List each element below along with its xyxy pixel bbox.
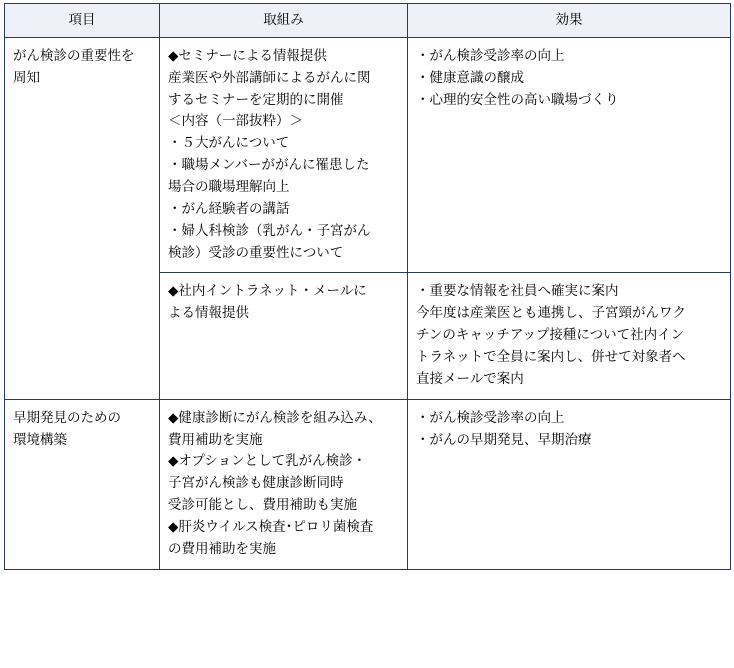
action-line: 子宮がん検診も健康診断同時 — [168, 475, 344, 491]
table-header — [5, 4, 731, 38]
effect-line: ・がん検診受診率の向上 — [416, 47, 565, 63]
action-cell-screening — [160, 399, 408, 569]
action-line: よる情報提供 — [168, 305, 249, 321]
action-line: ◆セミナーによる情報提供 — [168, 47, 327, 63]
item-line: がん検診の重要性を — [13, 47, 135, 63]
action-line: 検診）受診の重要性について — [168, 244, 344, 260]
effect-line: ・心理的安全性の高い職場づくり — [416, 91, 619, 107]
action-line: 受診可能とし、費用補助も実施 — [168, 497, 357, 513]
action-line: ◆健康診断にがん検診を組み込み、 — [168, 409, 382, 425]
action-line: ・婦人科検診（乳がん・子宮がん — [168, 222, 371, 238]
item-text-list — [13, 45, 151, 89]
action-line: ◆オプションとして乳がん検診・ — [168, 453, 367, 469]
action-line: ◆肝炎ウイルス検査･ピロリ菌検査 — [168, 519, 374, 535]
effect-text-list — [416, 280, 722, 389]
table-body — [5, 37, 731, 569]
item-line: 早期発見のための — [13, 409, 121, 425]
effect-text-list — [416, 407, 722, 451]
effect-line: チンのキャッチアップ接種について社内イン — [416, 327, 685, 343]
action-line: の費用補助を実施 — [168, 540, 276, 556]
table-header-row — [5, 4, 731, 38]
item-line: 周知 — [13, 69, 40, 85]
effect-line: ・健康意識の醸成 — [416, 69, 524, 85]
effect-cell-intranet — [408, 273, 731, 399]
action-line: 産業医や外部講師によるがんに関 — [168, 69, 371, 85]
effect-cell-screening — [408, 399, 731, 569]
action-line: ・がん経験者の講話 — [168, 200, 290, 216]
action-line: するセミナーを定期的に開催 — [168, 91, 344, 107]
effect-line: ・がん検診受診率の向上 — [416, 409, 565, 425]
action-line: ・職場メンバーががんに罹患した — [168, 157, 370, 173]
action-line: ・５大がんについて — [168, 135, 290, 151]
effect-line: ・がんの早期発見、早期治療 — [416, 431, 592, 447]
action-text-list — [168, 407, 399, 560]
action-text-list — [168, 280, 399, 324]
column-header-item: 項目 — [5, 4, 160, 38]
effect-text-list — [416, 45, 722, 111]
column-header-action: 取組み — [160, 4, 408, 38]
table-row — [5, 399, 731, 569]
action-cell-seminar — [160, 37, 408, 273]
effect-cell-seminar — [408, 37, 731, 273]
effect-line: ・重要な情報を社員へ確実に案内 — [416, 283, 619, 299]
measures-table — [4, 3, 731, 570]
row-item-awareness — [5, 37, 160, 399]
action-line: 費用補助を実施 — [168, 431, 263, 447]
column-header-effect: 効果 — [408, 4, 731, 38]
effect-line: 直接メールで案内 — [416, 370, 524, 386]
item-line: 環境構築 — [13, 431, 67, 447]
row-item-early-detection — [5, 399, 160, 569]
item-text-list — [13, 407, 151, 451]
action-line: ＜内容（一部抜粋）＞ — [168, 113, 303, 129]
effect-line: 今年度は産業医とも連携し、子宮頸がんワク — [416, 305, 686, 321]
action-line: ◆社内イントラネット・メールに — [168, 283, 367, 299]
action-cell-intranet — [160, 273, 408, 399]
table-row — [5, 37, 731, 273]
effect-line: トラネットで全員に案内し、併せて対象者へ — [416, 349, 686, 365]
action-line: 場合の職場理解向上 — [168, 179, 290, 195]
action-text-list — [168, 45, 399, 264]
